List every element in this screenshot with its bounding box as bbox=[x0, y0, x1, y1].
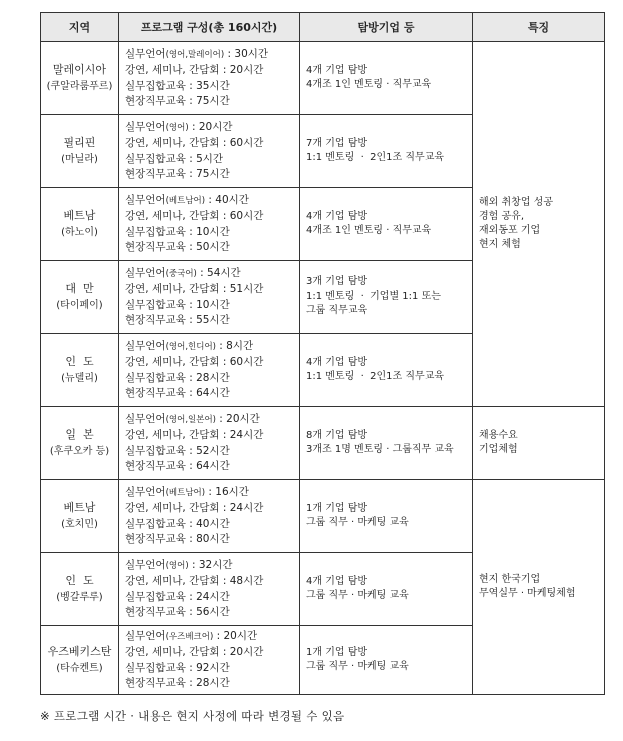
program-line: 현장직무교육 : 75시간 bbox=[125, 95, 230, 107]
visit-cell bbox=[300, 115, 473, 188]
program-cell bbox=[119, 188, 300, 261]
visit-line: 7개 기업 탐방 bbox=[306, 137, 368, 149]
table-body bbox=[41, 42, 605, 695]
program-cell bbox=[119, 42, 300, 115]
program-line: 강연, 세미나, 간담회 : 20시간 bbox=[125, 646, 264, 658]
language-hours: : 40시간 bbox=[205, 193, 249, 206]
visit-cell bbox=[300, 42, 473, 115]
visit-line: 4개 기업 탐방 bbox=[306, 356, 368, 368]
language-detail: (영어,힌디어) bbox=[165, 341, 216, 352]
language-hours: : 20시간 bbox=[213, 629, 258, 642]
region-country: 인 도 bbox=[65, 355, 94, 368]
language-label: 실무언어 bbox=[125, 629, 166, 642]
visit-line: 1개 기업 탐방 bbox=[306, 646, 368, 658]
program-language-line bbox=[125, 485, 299, 502]
program-line: 실무집합교육 : 24시간 bbox=[125, 590, 230, 603]
feature-line: 재외동포 기업 bbox=[479, 225, 541, 236]
feature-line: 기업체험 bbox=[479, 444, 518, 455]
table-row bbox=[41, 42, 605, 115]
language-hours: : 30시간 bbox=[224, 47, 269, 60]
language-detail: (중국어) bbox=[165, 268, 197, 279]
language-label: 실무언어 bbox=[125, 558, 166, 571]
program-line: 강연, 세미나, 간담회 : 24시간 bbox=[125, 502, 264, 514]
program-line: 현장직무교육 : 80시간 bbox=[125, 533, 230, 545]
program-line: 강연, 세미나, 간담회 : 20시간 bbox=[125, 64, 264, 76]
program-line: 실무집합교육 : 52시간 bbox=[125, 444, 230, 457]
region-city: (후쿠오카 등) bbox=[49, 446, 110, 457]
visit-cell bbox=[300, 334, 473, 407]
program-line: 강연, 세미나, 간담회 : 48시간 bbox=[125, 575, 264, 587]
feature-line: 무역실무 · 마케팅체험 bbox=[479, 588, 576, 599]
program-language-line bbox=[125, 120, 299, 137]
visit-cell bbox=[300, 626, 473, 695]
region-cell bbox=[41, 42, 119, 115]
program-line: 실무집합교육 : 40시간 bbox=[125, 517, 230, 530]
footnote: ※ 프로그램 시간 · 내용은 현지 사정에 따라 변경될 수 있음 bbox=[40, 709, 345, 723]
region-country: 필리핀 bbox=[63, 136, 96, 149]
program-line: 실무집합교육 : 10시간 bbox=[125, 225, 230, 238]
program-line: 현장직무교육 : 64시간 bbox=[125, 460, 230, 472]
language-detail: (영어,일본어) bbox=[165, 414, 216, 425]
language-hours: : 54시간 bbox=[196, 266, 241, 279]
language-label: 실무언어 bbox=[125, 412, 166, 425]
region-country: 우즈베키스탄 bbox=[47, 645, 112, 658]
program-line: 실무집합교육 : 10시간 bbox=[125, 298, 230, 311]
program-language-line bbox=[125, 339, 299, 356]
program-line: 현장직무교육 : 64시간 bbox=[125, 387, 230, 399]
program-line: 실무집합교육 : 5시간 bbox=[125, 152, 224, 165]
region-country: 대 만 bbox=[65, 282, 94, 295]
table-header-row bbox=[41, 13, 605, 42]
region-cell bbox=[41, 480, 119, 553]
region-country: 베트남 bbox=[63, 209, 96, 222]
language-label: 실무언어 bbox=[125, 339, 166, 352]
language-detail: (베트남어) bbox=[165, 195, 206, 206]
header-feature: 특징 bbox=[473, 13, 605, 42]
region-city: (마닐라) bbox=[61, 154, 98, 165]
program-table bbox=[40, 12, 605, 695]
region-city: (호치민) bbox=[61, 519, 98, 530]
visit-line: 그룹 직무 · 마케팅 교육 bbox=[306, 590, 409, 601]
feature-line: 현지 한국기업 bbox=[479, 574, 541, 585]
feature-cell bbox=[473, 480, 605, 695]
region-cell bbox=[41, 553, 119, 626]
visit-cell bbox=[300, 480, 473, 553]
region-country: 일 본 bbox=[65, 428, 94, 441]
language-detail: (영어) bbox=[165, 122, 189, 133]
language-label: 실무언어 bbox=[125, 120, 166, 133]
visit-line: 8개 기업 탐방 bbox=[306, 429, 368, 441]
language-label: 실무언어 bbox=[125, 485, 166, 498]
region-cell bbox=[41, 334, 119, 407]
visit-cell bbox=[300, 553, 473, 626]
region-city: (타슈켄트) bbox=[56, 663, 103, 674]
language-detail: (우즈베크어) bbox=[165, 631, 214, 642]
program-language-line bbox=[125, 558, 299, 575]
region-cell bbox=[41, 261, 119, 334]
region-country: 인 도 bbox=[65, 574, 94, 587]
program-language-line bbox=[125, 412, 299, 429]
region-city: (하노이) bbox=[61, 227, 98, 238]
program-line: 강연, 세미나, 간담회 : 60시간 bbox=[125, 356, 264, 368]
visit-line: 4개조 1인 멘토링 · 직무교육 bbox=[306, 225, 432, 236]
program-language-line bbox=[125, 266, 299, 283]
visit-cell bbox=[300, 261, 473, 334]
program-cell bbox=[119, 553, 300, 626]
program-line: 실무집합교육 : 28시간 bbox=[125, 371, 230, 384]
visit-line: 1:1 멘토링 · 기업별 1:1 또는 bbox=[306, 290, 441, 302]
table-row bbox=[41, 407, 605, 480]
feature-line: 현지 체험 bbox=[479, 239, 521, 250]
region-city: (쿠알라룸푸르) bbox=[46, 81, 113, 92]
language-hours: : 20시간 bbox=[188, 120, 233, 133]
program-cell bbox=[119, 407, 300, 480]
language-label: 실무언어 bbox=[125, 193, 166, 206]
language-hours: : 8시간 bbox=[215, 339, 254, 352]
language-hours: : 20시간 bbox=[215, 412, 260, 425]
program-language-line bbox=[125, 629, 299, 646]
visit-line: 3개 기업 탐방 bbox=[306, 276, 368, 288]
program-language-line bbox=[125, 193, 299, 210]
header-visit: 탐방기업 등 bbox=[300, 13, 473, 42]
visit-line: 1:1 멘토링 · 2인1조 직무교육 bbox=[306, 371, 445, 382]
program-cell bbox=[119, 626, 300, 695]
program-line: 강연, 세미나, 간담회 : 60시간 bbox=[125, 137, 264, 149]
program-cell bbox=[119, 115, 300, 188]
program-cell bbox=[119, 261, 300, 334]
visit-line: 4개조 1인 멘토링 · 직무교육 bbox=[306, 79, 432, 90]
language-detail: (영어) bbox=[165, 560, 189, 571]
language-detail: (영어,말레이어) bbox=[165, 49, 225, 60]
visit-line: 그룹 직무 · 마케팅 교육 bbox=[306, 661, 409, 672]
region-city: (벵갈루루) bbox=[56, 592, 103, 603]
program-language-line bbox=[125, 47, 299, 64]
program-line: 현장직무교육 : 75시간 bbox=[125, 168, 230, 180]
language-label: 실무언어 bbox=[125, 266, 166, 279]
program-cell bbox=[119, 480, 300, 553]
feature-cell bbox=[473, 407, 605, 480]
header-program: 프로그램 구성(총 160시간) bbox=[119, 13, 300, 42]
region-city: (타이페이) bbox=[56, 300, 103, 311]
region-cell bbox=[41, 407, 119, 480]
program-line: 강연, 세미나, 간담회 : 24시간 bbox=[125, 429, 264, 441]
region-country: 말레이시아 bbox=[52, 63, 107, 76]
visit-line: 4개 기업 탐방 bbox=[306, 64, 368, 76]
feature-cell bbox=[473, 42, 605, 407]
visit-line: 1:1 멘토링 · 2인1조 직무교육 bbox=[306, 152, 445, 163]
feature-line: 경험 공유, bbox=[479, 211, 524, 222]
program-line: 현장직무교육 : 28시간 bbox=[125, 677, 230, 689]
visit-line: 4개 기업 탐방 bbox=[306, 575, 368, 587]
feature-line: 해외 취창업 성공 bbox=[479, 197, 553, 208]
region-cell bbox=[41, 115, 119, 188]
program-line: 현장직무교육 : 55시간 bbox=[125, 314, 230, 326]
feature-line: 채용수요 bbox=[479, 430, 518, 441]
language-label: 실무언어 bbox=[125, 47, 166, 60]
program-cell bbox=[119, 334, 300, 407]
visit-line: 그룹 직무교육 bbox=[306, 305, 368, 317]
region-cell bbox=[41, 188, 119, 261]
program-line: 현장직무교육 : 56시간 bbox=[125, 606, 230, 618]
region-cell bbox=[41, 626, 119, 695]
visit-line: 1개 기업 탐방 bbox=[306, 502, 368, 514]
language-detail: (베트남어) bbox=[165, 487, 206, 498]
visit-line: 그룹 직무 · 마케팅 교육 bbox=[306, 517, 409, 528]
visit-cell bbox=[300, 188, 473, 261]
program-line: 강연, 세미나, 간담회 : 60시간 bbox=[125, 210, 264, 222]
program-line: 강연, 세미나, 간담회 : 51시간 bbox=[125, 283, 264, 295]
program-line: 실무집합교육 : 92시간 bbox=[125, 661, 230, 674]
visit-line: 4개 기업 탐방 bbox=[306, 210, 368, 222]
visit-line: 3개조 1명 멘토링 · 그룹직무 교육 bbox=[306, 444, 454, 455]
program-line: 실무집합교육 : 35시간 bbox=[125, 79, 230, 92]
table-row bbox=[41, 480, 605, 553]
header-region: 지역 bbox=[41, 13, 119, 42]
language-hours: : 16시간 bbox=[205, 485, 249, 498]
language-hours: : 32시간 bbox=[188, 558, 233, 571]
program-line: 현장직무교육 : 50시간 bbox=[125, 241, 230, 253]
region-country: 베트남 bbox=[63, 501, 96, 514]
region-city: (뉴델리) bbox=[61, 373, 98, 384]
visit-cell bbox=[300, 407, 473, 480]
